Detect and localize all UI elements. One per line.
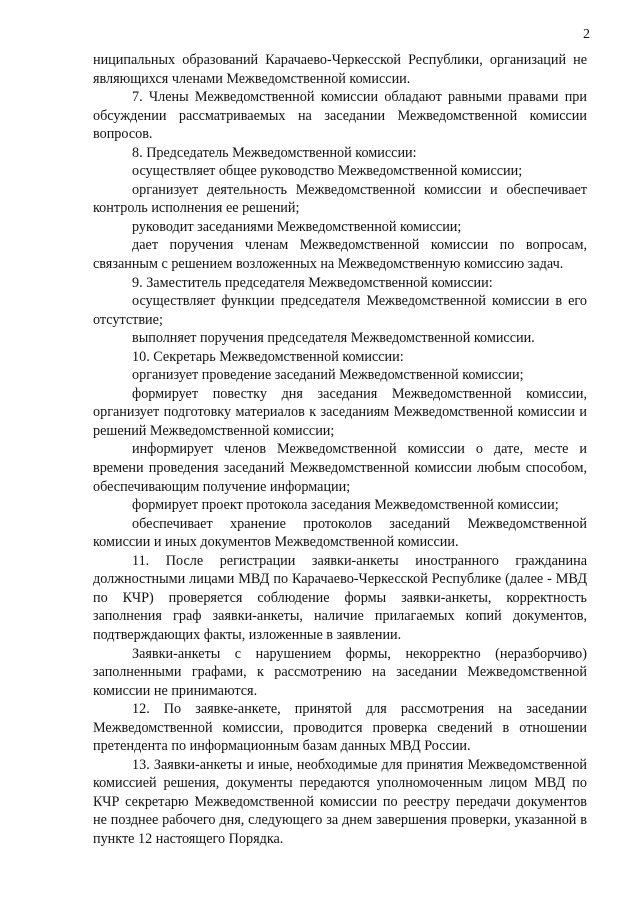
paragraph-item-10-heading: 10. Секретарь Межведомственной комиссии: <box>132 348 404 365</box>
paragraph-item-11: 11. После регистрации заявки-анкеты иностранного гражданина должностными лицами МВД по Карачаево-Черкесской Республике (далее - МВД по КЧР) проверяется соблюдение формы заявки-анкеты, корректность заполнения граф заявки-анкеты, наличие прилагаемых копий документов, подтверждающих факты, изложенные в заявлении. <box>93 552 587 643</box>
paragraph-deputy-duty: выполняет поручения председателя Межведомственной комиссии. <box>132 330 535 347</box>
paragraph-item-12: 12. По заявке-анкете, принятой для рассмотрения на заседании Межведомственной комиссии, проводится проверка сведений в отношении претендента по информационным базам данных МВД России. <box>93 701 587 755</box>
document-body <box>93 51 587 849</box>
paragraph-secretary-duty: организует проведение заседаний Межведомственной комиссии; <box>132 367 524 384</box>
paragraph-secretary-duty: формирует повестку дня заседания Межведомственной комиссии, организует подготовку материалов к заседаниям Межведомственной комиссии и решений Межведомственной комиссии; <box>93 385 587 439</box>
paragraph-secretary-duty: информирует членов Межведомственной комиссии о дате, месте и времени проведения заседаний Межведомственной комиссии любым способом, обеспечивающим получение информации; <box>93 441 587 495</box>
paragraph-item-9-heading: 9. Заместитель председателя Межведомственной комиссии: <box>132 274 493 291</box>
paragraph-deputy-duty: осуществляет функции председателя Межведомственной комиссии в его отсутствие; <box>93 293 587 328</box>
paragraph-chair-duty: дает поручения членам Межведомственной комиссии по вопросам, связанным с решением возложенных на Межведомственную комиссию задач. <box>93 237 587 273</box>
paragraph-item-11-note: Заявки-анкеты с нарушением формы, некорректно (неразборчиво) заполненными графами, к рассмотрению на заседании Межведомственной комиссии не принимаются. <box>93 645 587 699</box>
page-number: 2 <box>583 27 590 42</box>
paragraph-secretary-duty: формирует проект протокола заседания Межведомственной комиссии; <box>132 497 559 514</box>
paragraph-item-13: 13. Заявки-анкеты и иные, необходимые для принятия Межведомственной комиссией решения, документы передаются уполномоченным лицом МВД по КЧР секретарю Межведомственной комиссии по реестру передачи документов не позднее рабочего дня, следующего за днем завершения проверки, указанной в пункте 12 настоящего Порядка. <box>93 756 587 847</box>
paragraph-secretary-duty: обеспечивает хранение протоколов заседаний Межведомственной комиссии и иных документов Межведомственной комиссии. <box>93 515 587 551</box>
paragraph-chair-duty: руководит заседаниями Межведомственной комиссии; <box>132 218 462 235</box>
paragraph-continuation: ниципальных образований Карачаево-Черкесской Республики, организаций не являющихся членами Межведомственной комиссии. <box>93 52 587 87</box>
paragraph-item-8-heading: 8. Председатель Межведомственной комиссии: <box>132 144 417 161</box>
paragraph-chair-duty: организует деятельность Межведомственной комиссии и обеспечивает контроль исполнения ее решений; <box>93 181 587 217</box>
paragraph-chair-duty: осуществляет общее руководство Межведомственной комиссии; <box>132 163 523 180</box>
paragraph-item-7: 7. Члены Межведомственной комиссии обладают равными правами при обсуждении рассматриваемых на заседании Межведомственной комиссии вопросов. <box>93 89 587 143</box>
